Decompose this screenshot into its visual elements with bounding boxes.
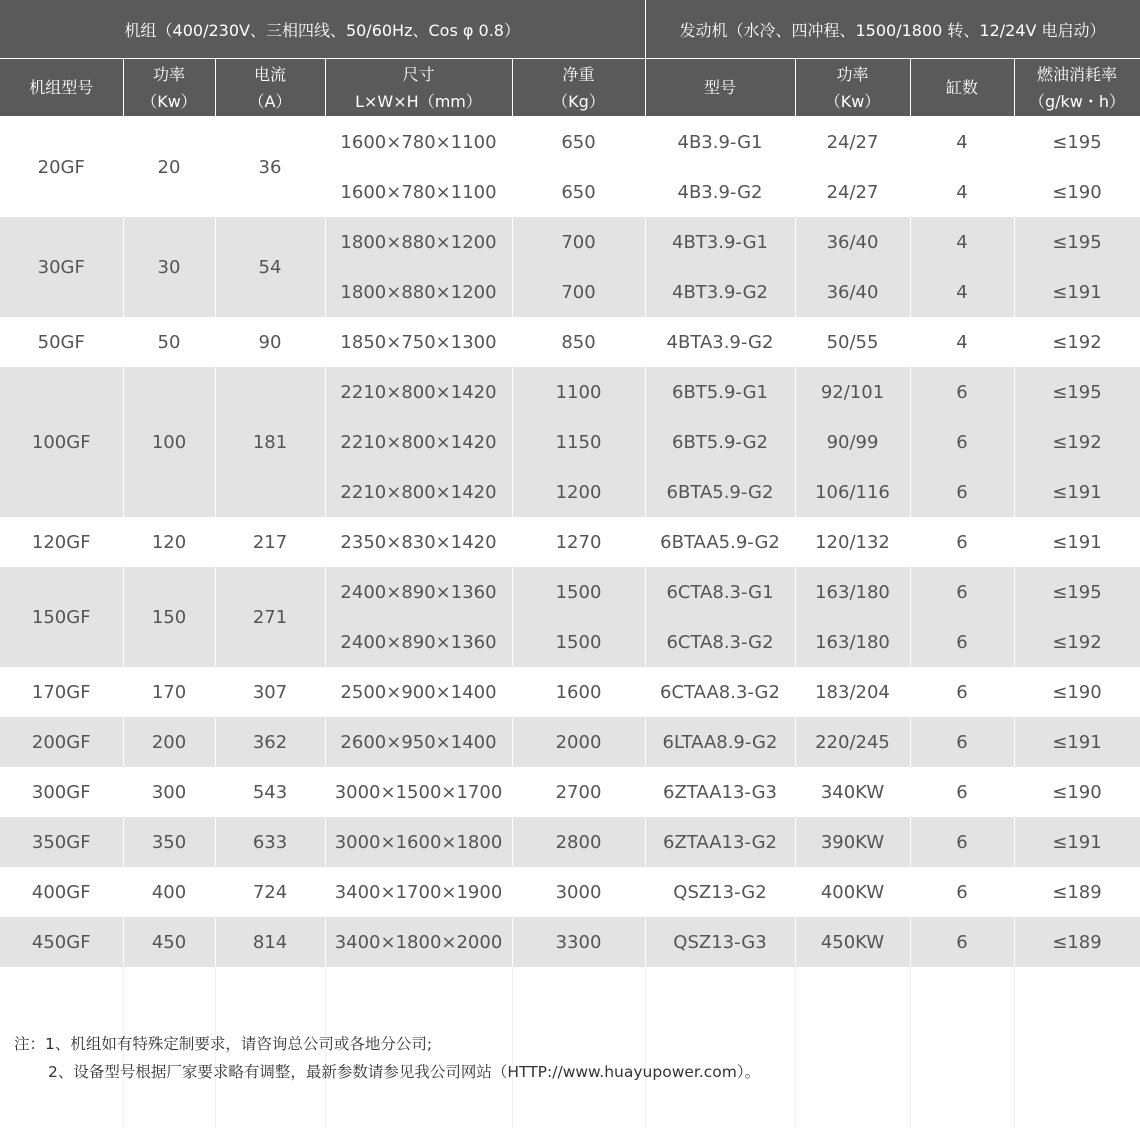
cylinders-cell: 6 bbox=[910, 767, 1014, 817]
fuel-consumption-cell: ≤192 bbox=[1014, 417, 1140, 467]
cylinders-cell: 6 bbox=[910, 867, 1014, 917]
fuel-consumption-cell: ≤190 bbox=[1014, 167, 1140, 217]
size-cell: 1600×780×1100 bbox=[325, 167, 512, 217]
column-header-label: 尺寸 bbox=[402, 64, 435, 84]
engine-group-header: 发动机（水冷、四冲程、1500/1800 转、12/24V 电启动） bbox=[645, 0, 1140, 59]
table-row bbox=[0, 667, 1140, 717]
genset-current-cell: 307 bbox=[215, 667, 325, 717]
engine-model-cell: 6BTA5.9-G2 bbox=[645, 467, 795, 517]
engine-power-cell: 450KW bbox=[795, 917, 910, 967]
engine-model-cell: 6LTAA8.9-G2 bbox=[645, 717, 795, 767]
genset-current-cell: 633 bbox=[215, 817, 325, 867]
column-header-weight bbox=[512, 59, 645, 117]
cylinders-cell: 6 bbox=[910, 817, 1014, 867]
size-cell: 2500×900×1400 bbox=[325, 667, 512, 717]
fuel-consumption-cell: ≤190 bbox=[1014, 767, 1140, 817]
cylinders-cell: 4 bbox=[910, 267, 1014, 317]
genset-current-cell: 54 bbox=[215, 217, 325, 317]
column-header-engine_model bbox=[645, 59, 795, 117]
weight-cell: 2800 bbox=[512, 817, 645, 867]
weight-cell: 1600 bbox=[512, 667, 645, 717]
genset-current-cell: 724 bbox=[215, 867, 325, 917]
genset-model-cell: 300GF bbox=[0, 767, 123, 817]
column-header-unit: （g/kw・h） bbox=[1028, 91, 1126, 111]
cylinders-cell: 6 bbox=[910, 717, 1014, 767]
genset-power-cell: 450 bbox=[123, 917, 215, 967]
footnotes bbox=[14, 1030, 760, 1086]
table-row bbox=[0, 867, 1140, 917]
fuel-consumption-cell: ≤189 bbox=[1014, 867, 1140, 917]
column-header-size bbox=[325, 59, 512, 117]
size-cell: 2210×800×1420 bbox=[325, 417, 512, 467]
cylinders-cell: 6 bbox=[910, 467, 1014, 517]
genset-current-cell: 814 bbox=[215, 917, 325, 967]
cylinders-cell: 4 bbox=[910, 167, 1014, 217]
genset-current-cell: 271 bbox=[215, 567, 325, 667]
column-header-label: 电流 bbox=[253, 64, 286, 84]
size-cell: 2350×830×1420 bbox=[325, 517, 512, 567]
size-cell: 2210×800×1420 bbox=[325, 467, 512, 517]
genset-power-cell: 400 bbox=[123, 867, 215, 917]
column-header-unit: （Kw） bbox=[141, 91, 197, 111]
size-cell: 2600×950×1400 bbox=[325, 717, 512, 767]
column-header-fuel bbox=[1014, 59, 1140, 117]
table-row bbox=[0, 517, 1140, 567]
genset-model-cell: 350GF bbox=[0, 817, 123, 867]
grid-line bbox=[910, 966, 911, 1128]
engine-model-cell: 6CTA8.3-G1 bbox=[645, 567, 795, 617]
engine-model-cell: 4B3.9-G2 bbox=[645, 167, 795, 217]
column-header-label: 机组型号 bbox=[29, 78, 94, 97]
engine-power-cell: 24/27 bbox=[795, 167, 910, 217]
size-cell: 1800×880×1200 bbox=[325, 217, 512, 267]
weight-cell: 1150 bbox=[512, 417, 645, 467]
cylinders-cell: 4 bbox=[910, 317, 1014, 367]
genset-current-cell: 36 bbox=[215, 117, 325, 218]
size-cell: 3400×1700×1900 bbox=[325, 867, 512, 917]
cylinders-cell: 6 bbox=[910, 367, 1014, 417]
genset-model-cell: 450GF bbox=[0, 917, 123, 967]
genset-power-cell: 170 bbox=[123, 667, 215, 717]
table-row bbox=[0, 567, 1140, 617]
table-row bbox=[0, 717, 1140, 767]
table-row bbox=[0, 217, 1140, 267]
genset-current-cell: 181 bbox=[215, 367, 325, 517]
weight-cell: 1500 bbox=[512, 617, 645, 667]
genset-model-cell: 50GF bbox=[0, 317, 123, 367]
size-cell: 3000×1600×1800 bbox=[325, 817, 512, 867]
engine-power-cell: 36/40 bbox=[795, 217, 910, 267]
footnote-2: 2、设备型号根据厂家要求略有调整，最新参数请参见我公司网站（HTTP://www.huayupower.com）。 bbox=[48, 1063, 761, 1081]
weight-cell: 1500 bbox=[512, 567, 645, 617]
engine-power-cell: 183/204 bbox=[795, 667, 910, 717]
size-cell: 2210×800×1420 bbox=[325, 367, 512, 417]
genset-model-cell: 20GF bbox=[0, 117, 123, 218]
genset-model-cell: 100GF bbox=[0, 367, 123, 517]
fuel-consumption-cell: ≤191 bbox=[1014, 817, 1140, 867]
footnote-1: 注：1、机组如有特殊定制要求，请咨询总公司或各地分公司; bbox=[14, 1035, 433, 1053]
engine-power-cell: 163/180 bbox=[795, 567, 910, 617]
engine-power-cell: 50/55 bbox=[795, 317, 910, 367]
genset-power-cell: 350 bbox=[123, 817, 215, 867]
fuel-consumption-cell: ≤195 bbox=[1014, 367, 1140, 417]
fuel-consumption-cell: ≤195 bbox=[1014, 217, 1140, 267]
engine-power-cell: 163/180 bbox=[795, 617, 910, 667]
size-cell: 1850×750×1300 bbox=[325, 317, 512, 367]
genset-model-cell: 30GF bbox=[0, 217, 123, 317]
fuel-consumption-cell: ≤191 bbox=[1014, 467, 1140, 517]
column-header-unit: （A） bbox=[248, 91, 292, 111]
fuel-consumption-cell: ≤189 bbox=[1014, 917, 1140, 967]
fuel-consumption-cell: ≤190 bbox=[1014, 667, 1140, 717]
genset-current-cell: 362 bbox=[215, 717, 325, 767]
engine-power-cell: 90/99 bbox=[795, 417, 910, 467]
table-row bbox=[0, 317, 1140, 367]
size-cell: 2400×890×1360 bbox=[325, 567, 512, 617]
column-header-label: 缸数 bbox=[945, 78, 978, 97]
genset-current-cell: 543 bbox=[215, 767, 325, 817]
genset-current-cell: 217 bbox=[215, 517, 325, 567]
fuel-consumption-cell: ≤192 bbox=[1014, 317, 1140, 367]
genset-power-cell: 120 bbox=[123, 517, 215, 567]
engine-power-cell: 340KW bbox=[795, 767, 910, 817]
table-row bbox=[0, 917, 1140, 967]
genset-power-cell: 30 bbox=[123, 217, 215, 317]
fuel-consumption-cell: ≤195 bbox=[1014, 117, 1140, 168]
engine-power-cell: 220/245 bbox=[795, 717, 910, 767]
grid-line bbox=[1014, 966, 1015, 1128]
fuel-consumption-cell: ≤192 bbox=[1014, 617, 1140, 667]
table-row bbox=[0, 767, 1140, 817]
cylinders-cell: 6 bbox=[910, 567, 1014, 617]
engine-model-cell: 4BT3.9-G2 bbox=[645, 267, 795, 317]
cylinders-cell: 6 bbox=[910, 617, 1014, 667]
engine-model-cell: 6CTAA8.3-G2 bbox=[645, 667, 795, 717]
table-row bbox=[0, 367, 1140, 417]
weight-cell: 1270 bbox=[512, 517, 645, 567]
column-header-cylinders bbox=[910, 59, 1014, 117]
column-header-label: 燃油消耗率 bbox=[1036, 64, 1117, 84]
column-header-current bbox=[215, 59, 325, 117]
weight-cell: 850 bbox=[512, 317, 645, 367]
cylinders-cell: 4 bbox=[910, 117, 1014, 168]
engine-model-cell: 4B3.9-G1 bbox=[645, 117, 795, 168]
weight-cell: 1200 bbox=[512, 467, 645, 517]
engine-power-cell: 400KW bbox=[795, 867, 910, 917]
weight-cell: 2700 bbox=[512, 767, 645, 817]
engine-model-cell: QSZ13-G2 bbox=[645, 867, 795, 917]
engine-model-cell: 4BTA3.9-G2 bbox=[645, 317, 795, 367]
weight-cell: 700 bbox=[512, 217, 645, 267]
column-header-unit: （Kw） bbox=[824, 91, 881, 111]
weight-cell: 3000 bbox=[512, 867, 645, 917]
table-body bbox=[0, 117, 1140, 968]
column-header-row bbox=[0, 59, 1140, 117]
genset-power-cell: 100 bbox=[123, 367, 215, 517]
size-cell: 3400×1800×2000 bbox=[325, 917, 512, 967]
column-header-label: 型号 bbox=[703, 78, 736, 97]
fuel-consumption-cell: ≤191 bbox=[1014, 517, 1140, 567]
genset-model-cell: 400GF bbox=[0, 867, 123, 917]
cylinders-cell: 6 bbox=[910, 917, 1014, 967]
engine-power-cell: 390KW bbox=[795, 817, 910, 867]
column-header-label: 净重 bbox=[562, 64, 595, 84]
column-header-label: 功率 bbox=[836, 64, 869, 84]
engine-power-cell: 106/116 bbox=[795, 467, 910, 517]
engine-model-cell: 4BT3.9-G1 bbox=[645, 217, 795, 267]
cylinders-cell: 6 bbox=[910, 667, 1014, 717]
weight-cell: 650 bbox=[512, 117, 645, 168]
weight-cell: 700 bbox=[512, 267, 645, 317]
genset-power-cell: 150 bbox=[123, 567, 215, 667]
engine-model-cell: 6ZTAA13-G3 bbox=[645, 767, 795, 817]
genset-power-cell: 300 bbox=[123, 767, 215, 817]
column-header-label: 功率 bbox=[152, 64, 185, 84]
weight-cell: 2000 bbox=[512, 717, 645, 767]
fuel-consumption-cell: ≤191 bbox=[1014, 717, 1140, 767]
genset-current-cell: 90 bbox=[215, 317, 325, 367]
engine-power-cell: 120/132 bbox=[795, 517, 910, 567]
engine-power-cell: 36/40 bbox=[795, 267, 910, 317]
column-header-power bbox=[123, 59, 215, 117]
column-header-unit: L×W×H（mm） bbox=[355, 91, 482, 111]
size-cell: 2400×890×1360 bbox=[325, 617, 512, 667]
engine-model-cell: 6CTA8.3-G2 bbox=[645, 617, 795, 667]
size-cell: 1800×880×1200 bbox=[325, 267, 512, 317]
fuel-consumption-cell: ≤195 bbox=[1014, 567, 1140, 617]
engine-model-cell: QSZ13-G3 bbox=[645, 917, 795, 967]
fuel-consumption-cell: ≤191 bbox=[1014, 267, 1140, 317]
genset-model-cell: 120GF bbox=[0, 517, 123, 567]
genset-model-cell: 150GF bbox=[0, 567, 123, 667]
engine-model-cell: 6BTAA5.9-G2 bbox=[645, 517, 795, 567]
genset-model-cell: 170GF bbox=[0, 667, 123, 717]
engine-power-cell: 92/101 bbox=[795, 367, 910, 417]
table-row bbox=[0, 117, 1140, 168]
weight-cell: 1100 bbox=[512, 367, 645, 417]
weight-cell: 3300 bbox=[512, 917, 645, 967]
cylinders-cell: 6 bbox=[910, 417, 1014, 467]
column-header-model bbox=[0, 59, 123, 117]
genset-group-header: 机组（400/230V、三相四线、50/60Hz、Cos φ 0.8） bbox=[0, 0, 645, 59]
genset-power-cell: 50 bbox=[123, 317, 215, 367]
genset-power-cell: 200 bbox=[123, 717, 215, 767]
genset-power-cell: 20 bbox=[123, 117, 215, 218]
grid-line bbox=[795, 966, 796, 1128]
cylinders-cell: 4 bbox=[910, 217, 1014, 267]
size-cell: 1600×780×1100 bbox=[325, 117, 512, 168]
engine-model-cell: 6BT5.9-G1 bbox=[645, 367, 795, 417]
weight-cell: 650 bbox=[512, 167, 645, 217]
engine-power-cell: 24/27 bbox=[795, 117, 910, 168]
column-header-engine_power bbox=[795, 59, 910, 117]
genset-model-cell: 200GF bbox=[0, 717, 123, 767]
engine-model-cell: 6BT5.9-G2 bbox=[645, 417, 795, 467]
table-row bbox=[0, 817, 1140, 867]
column-header-unit: （Kg） bbox=[552, 91, 605, 111]
size-cell: 3000×1500×1700 bbox=[325, 767, 512, 817]
engine-model-cell: 6ZTAA13-G2 bbox=[645, 817, 795, 867]
cylinders-cell: 6 bbox=[910, 517, 1014, 567]
